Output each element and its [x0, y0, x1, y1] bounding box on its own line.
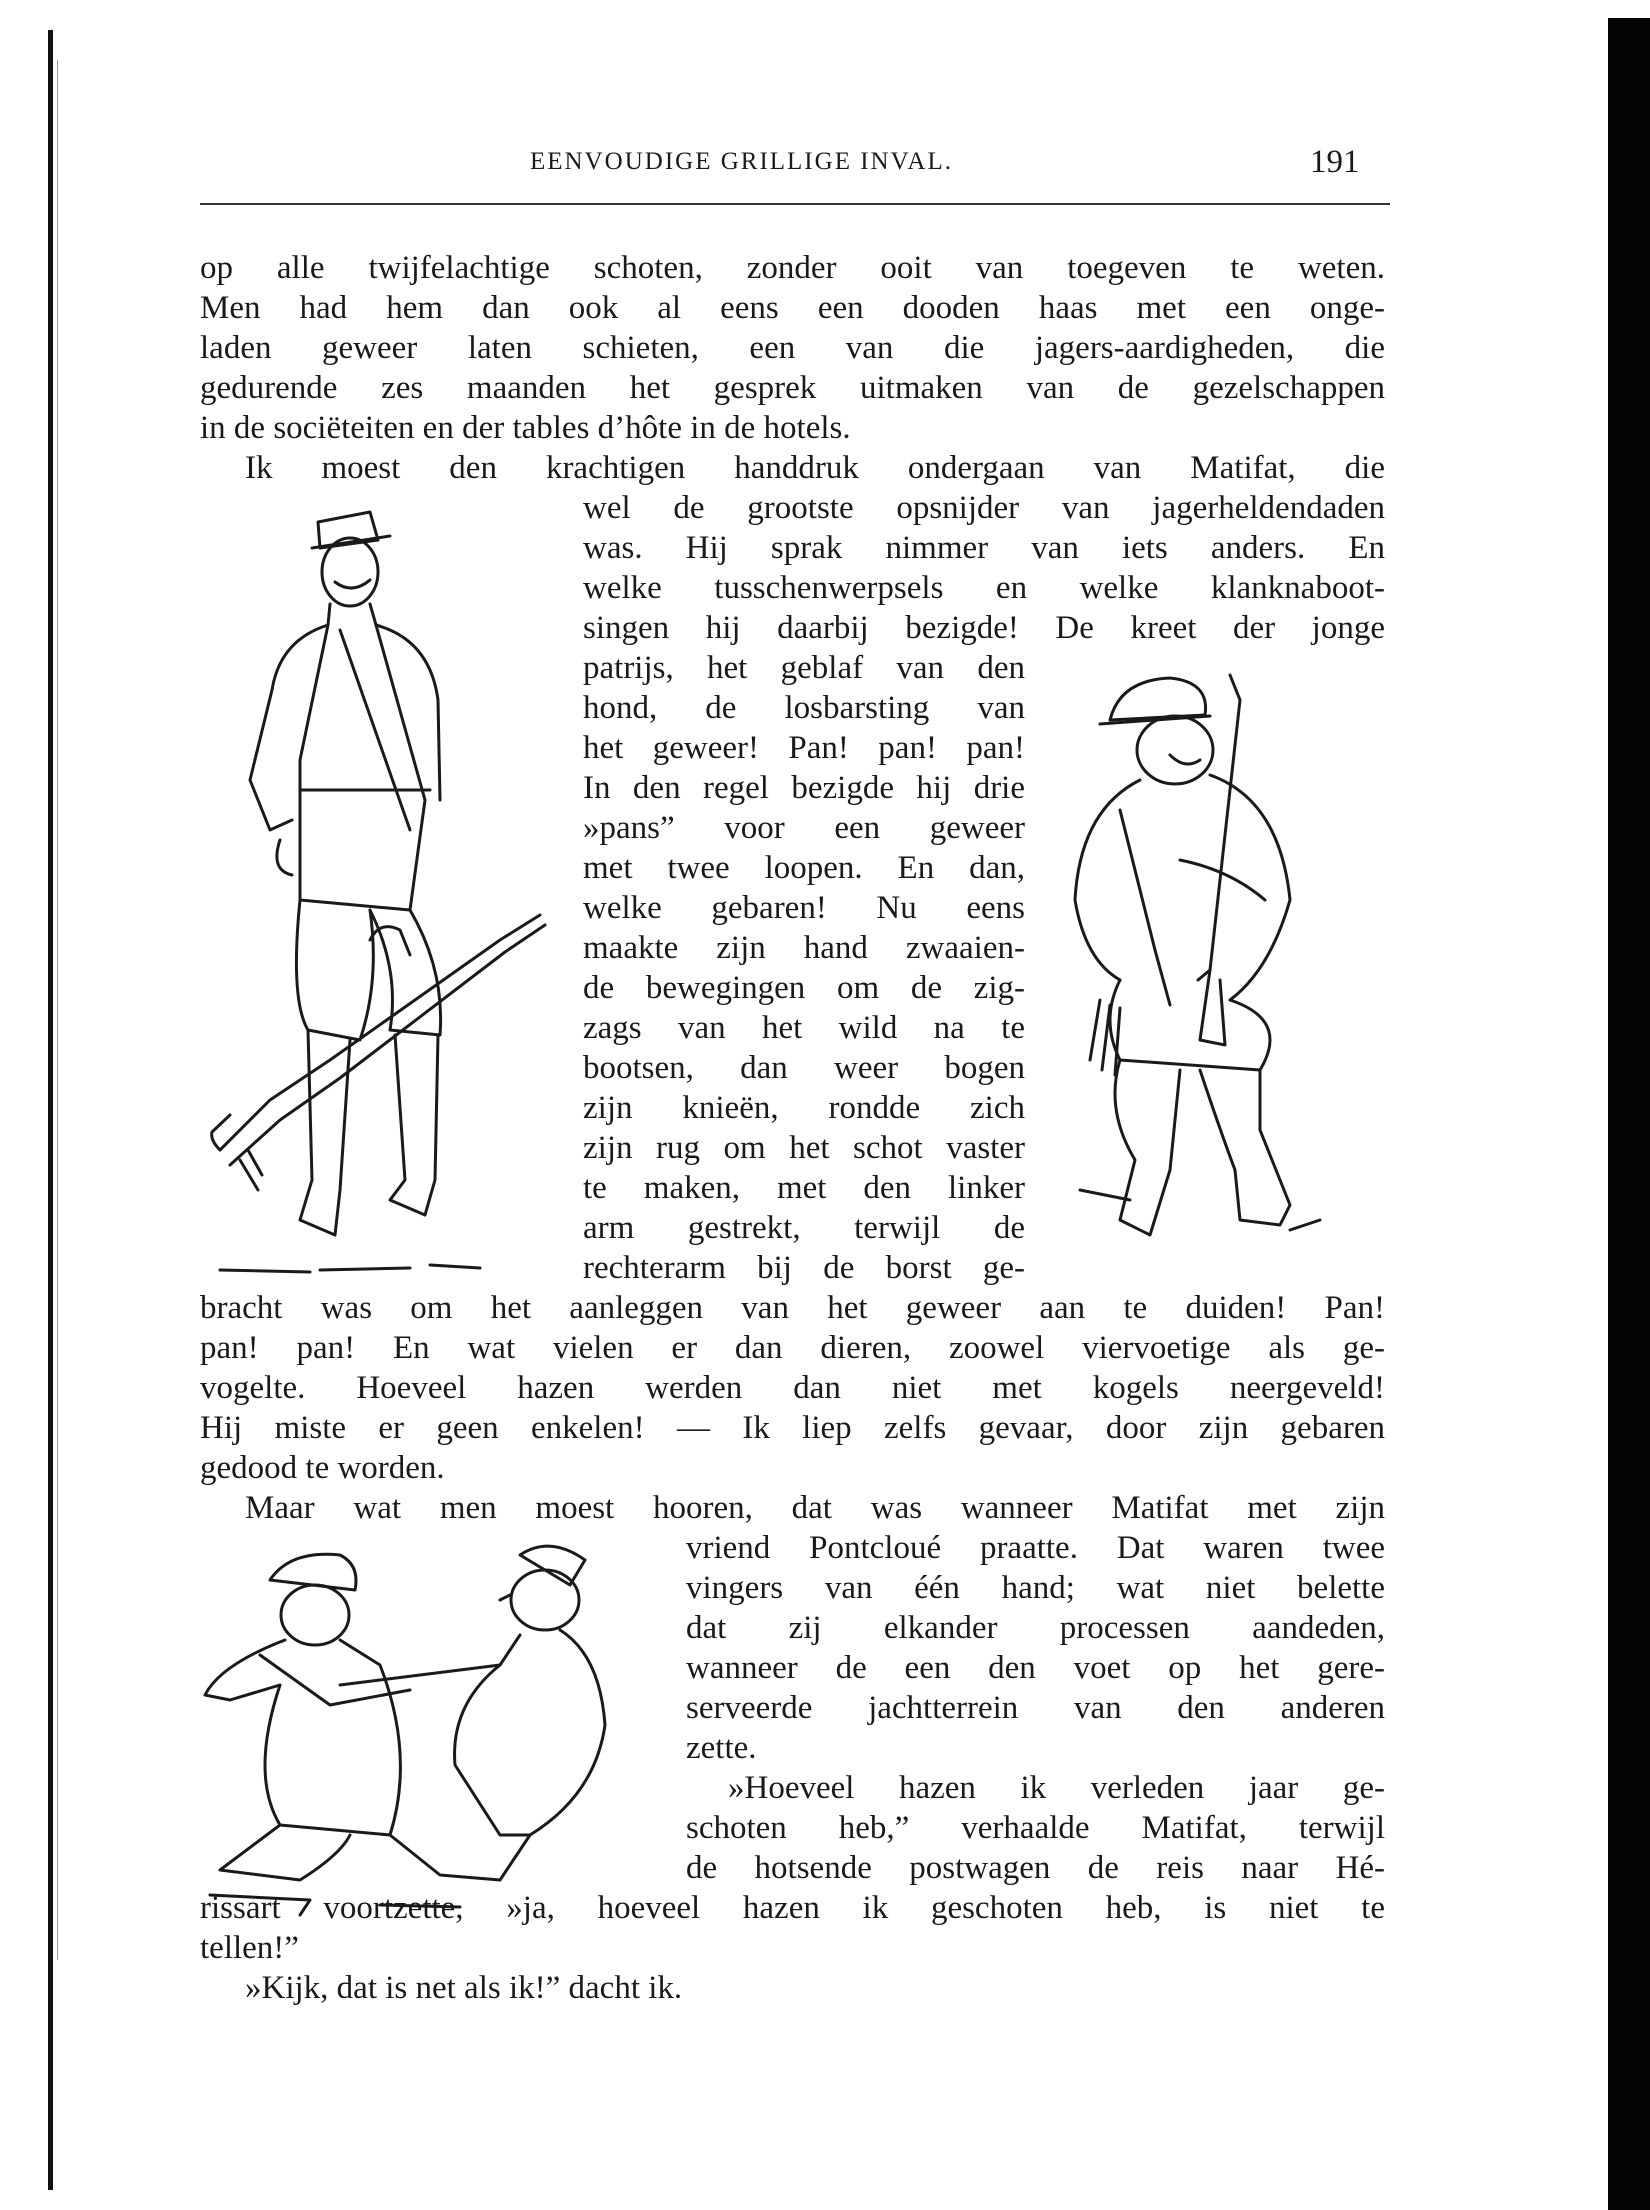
text-line: Hij miste er geen enkelen! — Ik liep zelfs gevaar, door zijn gebaren — [200, 1410, 1385, 1446]
header-rule — [200, 203, 1390, 205]
text-line: wel de grootste opsnijder van jagerheldendaden — [583, 490, 1385, 526]
text-line: bootsen, dan weer bogen — [583, 1050, 1025, 1086]
text-line: hond, de losbarsting van — [583, 690, 1025, 726]
text-line: »Kijk, dat is net als ik!” dacht ik. — [245, 1970, 683, 2006]
text-line: welke tusschenwerpsels en welke klanknaboot- — [583, 570, 1385, 606]
text-line: de hotsende postwagen de reis naar Hé- — [686, 1850, 1385, 1886]
running-title: EENVOUDIGE GRILLIGE INVAL. — [530, 148, 953, 175]
text-line: laden geweer laten schieten, een van die jagers-aardigheden, die — [200, 330, 1385, 366]
text-line: in de sociëteiten en der tables d’hôte in de hotels. — [200, 410, 851, 446]
text-line: bracht was om het aanleggen van het geweer aan te duiden! Pan! — [200, 1290, 1385, 1326]
text-line: gedood te worden. — [200, 1450, 445, 1486]
text-line: te maken, met den linker — [583, 1170, 1025, 1206]
text-line: In den regel bezigde hij drie — [583, 770, 1025, 806]
text-line: zijn knieën, rondde zich — [583, 1090, 1025, 1126]
text-line: op alle twijfelachtige schoten, zonder ooit van toegeven te weten. — [200, 250, 1385, 286]
text-line: schoten heb,” verhaalde Matifat, terwijl — [686, 1810, 1385, 1846]
text-line: singen hij daarbij bezigde! De kreet der jonge — [583, 610, 1385, 646]
scan-edge-left — [48, 30, 53, 2190]
text-line: zette. — [686, 1730, 757, 1766]
text-line: Maar wat men moest hooren, dat was wanneer Matifat met zijn — [245, 1490, 1385, 1526]
text-line: zijn rug om het schot vaster — [583, 1130, 1025, 1166]
illustration-stout-hunter — [1060, 660, 1390, 1280]
text-line: de bewegingen om de zig- — [583, 970, 1025, 1006]
text-line: tellen!” — [200, 1930, 299, 1966]
text-line: »Hoeveel hazen ik verleden jaar ge- — [728, 1770, 1385, 1806]
text-line: vriend Pontcloué praatte. Dat waren twee — [686, 1530, 1385, 1566]
scan-edge-right — [1608, 18, 1650, 2210]
text-line: rechterarm bij de borst ge- — [583, 1250, 1025, 1286]
text-line: gedurende zes maanden het gesprek uitmaken van de gezelschappen — [200, 370, 1385, 406]
text-line: vingers van één hand; wat niet belette — [686, 1570, 1385, 1606]
page-number: 191 — [1310, 144, 1360, 180]
text-line: Ik moest den krachtigen handdruk ondergaan van Matifat, die — [245, 450, 1385, 486]
text-line: »pans” voor een geweer — [583, 810, 1025, 846]
text-line: wanneer de een den voet op het gere- — [686, 1650, 1385, 1686]
text-line: zags van het wild na te — [583, 1010, 1025, 1046]
text-line: serveerde jachtterrein van den anderen — [686, 1690, 1385, 1726]
scan-edge-left-thin — [57, 60, 58, 1960]
text-line: dat zij elkander processen aandeden, — [686, 1610, 1385, 1646]
text-line: rissart voortzette, »ja, hoeveel hazen ik geschoten heb, is niet te — [200, 1890, 1385, 1926]
text-line: Men had hem dan ook al eens een dooden haas met een onge- — [200, 290, 1385, 326]
page-header — [200, 144, 1420, 188]
text-line: patrijs, het geblaf van den — [583, 650, 1025, 686]
text-line: vogelte. Hoeveel hazen werden dan niet met kogels neergeveld! — [200, 1370, 1385, 1406]
text-line: arm gestrekt, terwijl de — [583, 1210, 1025, 1246]
text-line: het geweer! Pan! pan! pan! — [583, 730, 1025, 766]
illustration-two-friends — [200, 1535, 680, 1925]
text-line: maakte zijn hand zwaaien- — [583, 930, 1025, 966]
illustration-standing-hunter — [200, 500, 570, 1290]
text-line: met twee loopen. En dan, — [583, 850, 1025, 886]
text-line: pan! pan! En wat vielen er dan dieren, zoowel viervoetige als ge- — [200, 1330, 1385, 1366]
text-line: welke gebaren! Nu eens — [583, 890, 1025, 926]
text-line: was. Hij sprak nimmer van iets anders. En — [583, 530, 1385, 566]
